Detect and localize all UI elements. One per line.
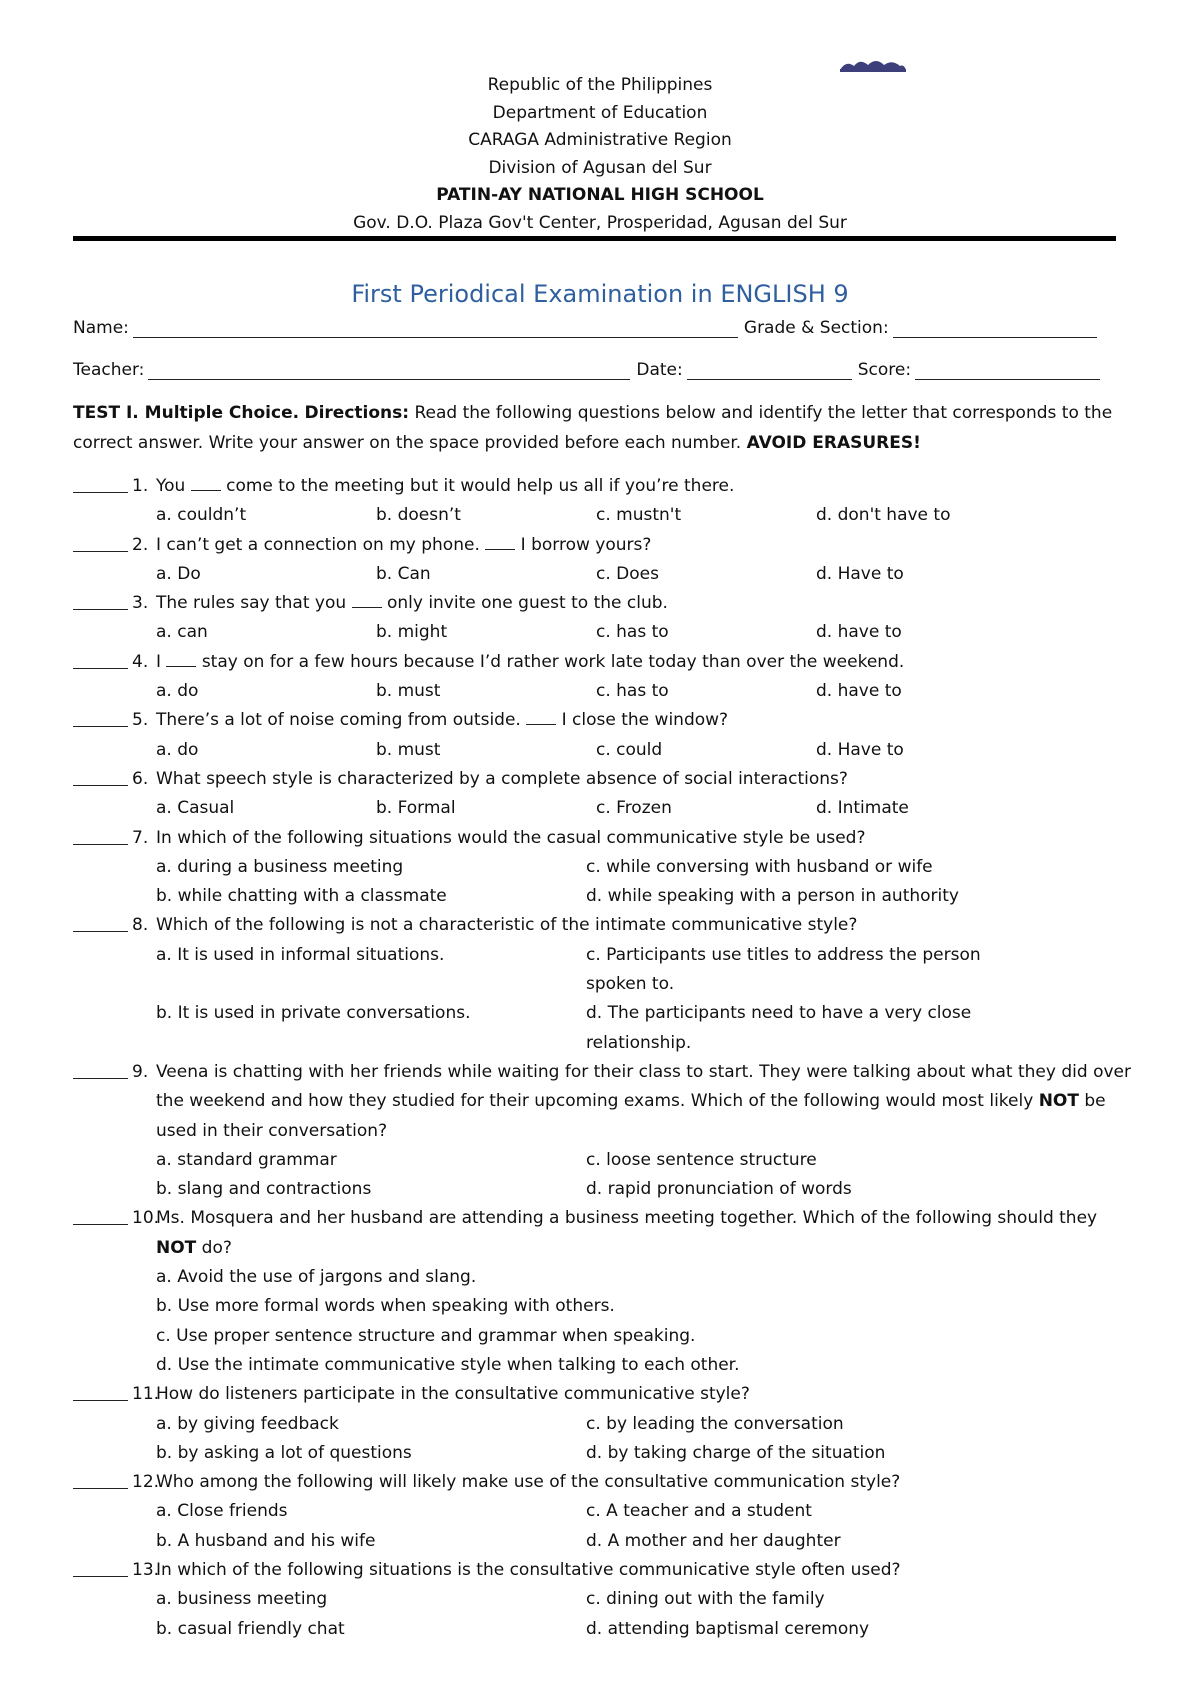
answer-blank[interactable]	[73, 726, 128, 727]
fill-in-blank	[485, 535, 515, 550]
options-row	[156, 1146, 1133, 1175]
test-heading: TEST I. Multiple Choice.	[73, 403, 300, 423]
question-number: 10.	[132, 1208, 160, 1229]
answer-blank[interactable]	[73, 668, 128, 669]
question-stem	[156, 531, 1133, 560]
question-item	[73, 589, 1133, 648]
question-text: I can’t get a connection on my phone.	[156, 534, 486, 555]
question-number: 6.	[132, 768, 149, 789]
answer-option[interactable]: d. have to	[816, 622, 902, 643]
answer-option[interactable]: d. attending baptismal ceremony	[586, 1618, 870, 1639]
date-field[interactable]	[687, 361, 852, 380]
answer-option[interactable]: c. A teacher and a student	[586, 1501, 812, 1522]
question-text: What speech style is characterized by a complete absence of social interactions?	[156, 768, 848, 789]
header-republic: Republic of the Philippines	[487, 75, 713, 95]
options-row	[156, 1615, 1133, 1644]
answer-blank[interactable]	[73, 492, 128, 493]
answer-option[interactable]: d. while speaking with a person in authority	[586, 886, 959, 907]
answer-option[interactable]: a. Do	[156, 563, 201, 584]
answer-blank[interactable]	[73, 1400, 128, 1401]
question-stem	[156, 472, 1133, 501]
options-row	[156, 618, 1133, 647]
question-list	[73, 472, 1133, 1644]
exam-title: First Periodical Examination in ENGLISH 9	[351, 280, 849, 308]
question-number: 3.	[132, 593, 149, 614]
name-grade-row	[73, 318, 1127, 338]
answer-option[interactable]: b. doesn’t	[376, 505, 461, 526]
answer-blank[interactable]	[73, 785, 128, 786]
options-row	[156, 1439, 1133, 1468]
answer-option[interactable]: d. by taking charge of the situation	[586, 1442, 886, 1463]
question-text: I borrow yours?	[515, 534, 652, 555]
question-number: 2.	[132, 534, 149, 555]
question-stem	[156, 589, 1133, 618]
answer-option[interactable]: a. Close friends	[156, 1501, 288, 1522]
answer-option[interactable]: c. Participants use titles to address the person spoken to.	[586, 944, 981, 995]
question-stem	[156, 911, 1133, 940]
answer-option[interactable]: a. during a business meeting	[156, 856, 404, 877]
question-text: You	[156, 476, 191, 496]
answer-option[interactable]: d. The participants need to have a very close relationship.	[586, 1003, 972, 1053]
question-stem	[156, 1058, 1133, 1146]
score-label: Score:	[857, 360, 912, 380]
answer-blank[interactable]	[73, 1488, 128, 1489]
header-divider	[73, 236, 1116, 241]
question-stem	[156, 706, 1133, 735]
question-text: Veena is chatting with her friends while waiting for their class to start. They were talking about what they did over the weekend and how they studied for their upcoming exams. Which of the following would most likely	[156, 1061, 1131, 1112]
options-row	[156, 941, 1133, 1000]
question-number: 9.	[132, 1061, 149, 1082]
question-text: I	[156, 651, 167, 672]
school-header	[0, 72, 1200, 238]
fill-in-blank	[191, 476, 221, 491]
directions-warning: AVOID ERASURES!	[746, 433, 921, 453]
answer-option[interactable]: a. do	[156, 739, 199, 760]
date-label: Date:	[636, 360, 683, 380]
question-number: 7.	[132, 827, 149, 848]
answer-option[interactable]: c. dining out with the family	[586, 1589, 825, 1610]
question-item	[73, 1204, 1133, 1380]
answer-option[interactable]: c. Use proper sentence structure and grammar when speaking.	[156, 1325, 696, 1346]
options-row	[156, 853, 1133, 882]
question-item	[73, 1380, 1133, 1468]
question-number: 8.	[132, 915, 149, 936]
answer-blank[interactable]	[73, 1078, 128, 1079]
answer-option[interactable]: c. by leading the conversation	[586, 1413, 844, 1434]
answer-option[interactable]: a. can	[156, 622, 208, 643]
grade-section-label: Grade & Section:	[743, 318, 889, 338]
options-row	[156, 1263, 1133, 1292]
question-number: 12.	[132, 1472, 160, 1493]
question-item	[73, 1556, 1133, 1644]
question-text: In which of the following situations would the casual communicative style be used?	[156, 827, 866, 848]
answer-blank[interactable]	[73, 1224, 128, 1225]
answer-option[interactable]: a. business meeting	[156, 1589, 328, 1610]
options-row	[156, 501, 1133, 530]
question-stem	[156, 765, 1133, 794]
answer-blank[interactable]	[73, 551, 128, 552]
question-text: Who among the following will likely make use of the consultative communication style?	[156, 1472, 901, 1493]
answer-blank[interactable]	[73, 844, 128, 845]
answer-option[interactable]: a. do	[156, 681, 199, 702]
question-text: Which of the following is not a characteristic of the intimate communicative style?	[156, 915, 858, 936]
answer-option[interactable]: d. Intimate	[816, 798, 909, 819]
answer-option[interactable]: b. Use more formal words when speaking with others.	[156, 1296, 615, 1317]
question-number: 5.	[132, 710, 149, 731]
question-item	[73, 1468, 1133, 1556]
options-row	[156, 999, 1133, 1058]
question-text: The rules say that you	[156, 593, 352, 614]
question-emphasis: NOT	[1038, 1091, 1079, 1112]
grade-section-field[interactable]	[893, 319, 1097, 338]
question-item	[73, 824, 1133, 912]
score-field[interactable]	[915, 361, 1100, 380]
options-row	[156, 677, 1133, 706]
teacher-field[interactable]	[148, 361, 630, 380]
question-stem	[156, 1468, 1133, 1497]
answer-option[interactable]: d. Use the intimate communicative style when talking to each other.	[156, 1354, 740, 1375]
teacher-date-score-row	[73, 360, 1127, 380]
fill-in-blank	[166, 652, 196, 667]
fill-in-blank	[352, 593, 382, 608]
question-text: Ms. Mosquera and her husband are attending a business meeting together. Which of the following should they	[156, 1208, 1098, 1229]
answer-option[interactable]: a. couldn’t	[156, 505, 247, 526]
question-number: 1.	[132, 476, 149, 496]
answer-option[interactable]: d. don't have to	[816, 505, 951, 526]
options-row	[156, 560, 1133, 589]
answer-option[interactable]: b. Formal	[376, 798, 456, 819]
options-row	[156, 1322, 1133, 1351]
question-stem	[156, 1556, 1133, 1585]
question-text: stay on for a few hours because I’d rather work late today than over the weekend.	[196, 651, 905, 672]
question-text: There’s a lot of noise coming from outside.	[156, 710, 527, 731]
answer-option[interactable]: b. while chatting with a classmate	[156, 886, 447, 907]
answer-option[interactable]: b. must	[376, 739, 441, 760]
options-row	[156, 1410, 1133, 1439]
answer-option[interactable]: a. Avoid the use of jargons and slang.	[156, 1267, 477, 1288]
answer-option[interactable]: d. A mother and her daughter	[586, 1530, 841, 1551]
answer-option[interactable]: b. slang and contractions	[156, 1179, 372, 1200]
question-item	[73, 765, 1133, 824]
header-department: Department of Education	[492, 102, 708, 123]
question-text: be used in their conversation?	[156, 1091, 1106, 1141]
answer-option[interactable]: d. rapid pronunciation of words	[586, 1179, 852, 1200]
answer-option[interactable]: c. has to	[596, 681, 669, 702]
answer-option[interactable]: c. while conversing with husband or wife	[586, 856, 933, 877]
answer-option[interactable]: a. standard grammar	[156, 1149, 337, 1170]
header-division: Division of Agusan del Sur	[488, 157, 712, 178]
header-region: CARAGA Administrative Region	[468, 130, 732, 151]
question-stem	[156, 1204, 1133, 1263]
options-row	[156, 882, 1133, 911]
question-number: 11.	[132, 1384, 160, 1405]
options-row	[156, 1175, 1133, 1204]
options-row	[156, 1497, 1133, 1526]
teacher-label: Teacher:	[73, 360, 145, 380]
question-number: 4.	[132, 651, 149, 672]
answer-option[interactable]: c. has to	[596, 622, 669, 643]
answer-option[interactable]: b. A husband and his wife	[156, 1530, 376, 1551]
question-text: In which of the following situations is the consultative communicative style often used?	[156, 1559, 901, 1580]
question-item	[73, 648, 1133, 707]
answer-option[interactable]: b. It is used in private conversations.	[156, 1003, 471, 1024]
options-row	[156, 736, 1133, 765]
question-text: do?	[196, 1237, 232, 1258]
question-text: How do listeners participate in the consultative communicative style?	[156, 1384, 750, 1405]
question-item	[73, 531, 1133, 590]
test-directions	[73, 398, 1133, 458]
header-school-name: PATIN-AY NATIONAL HIGH SCHOOL	[436, 185, 764, 206]
answer-option[interactable]: a. by giving feedback	[156, 1413, 339, 1434]
answer-option[interactable]: a. Casual	[156, 798, 235, 819]
answer-option[interactable]: b. might	[376, 622, 448, 643]
answer-option[interactable]: d. Have to	[816, 563, 904, 584]
question-text: I close the window?	[556, 710, 729, 731]
answer-blank[interactable]	[73, 609, 128, 610]
question-number: 13.	[132, 1559, 160, 1580]
options-row	[156, 794, 1133, 823]
answer-option[interactable]: c. Frozen	[596, 798, 672, 819]
question-text: only invite one guest to the club.	[381, 593, 668, 614]
answer-blank[interactable]	[73, 931, 128, 932]
question-stem	[156, 648, 1133, 677]
options-row	[156, 1292, 1133, 1321]
question-item	[73, 1058, 1133, 1204]
answer-option[interactable]: d. Have to	[816, 739, 904, 760]
directions-text: Read the following questions below and identify the letter that corresponds to the correct answer. Write your answer on the space provided before each number.	[73, 403, 1113, 453]
answer-option[interactable]: c. loose sentence structure	[586, 1149, 817, 1170]
answer-option[interactable]: d. have to	[816, 681, 902, 702]
fill-in-blank	[526, 710, 556, 725]
options-row	[156, 1585, 1133, 1614]
answer-option[interactable]: a. It is used in informal situations.	[156, 944, 445, 965]
directions-label: Directions:	[304, 403, 410, 423]
name-field[interactable]	[133, 319, 738, 338]
answer-option[interactable]: c. mustn't	[596, 505, 682, 526]
answer-option[interactable]: b. casual friendly chat	[156, 1618, 345, 1639]
answer-option[interactable]: b. Can	[376, 563, 431, 584]
answer-option[interactable]: c. Does	[596, 563, 659, 584]
question-text: come to the meeting but it would help us all if you’re there.	[220, 476, 735, 496]
question-stem	[156, 824, 1133, 853]
header-address: Gov. D.O. Plaza Gov't Center, Prosperidad, Agusan del Sur	[353, 212, 847, 233]
answer-blank[interactable]	[73, 1576, 128, 1577]
question-stem	[156, 1380, 1133, 1409]
name-label: Name:	[73, 318, 129, 338]
answer-option[interactable]: b. by asking a lot of questions	[156, 1442, 412, 1463]
answer-option[interactable]: b. must	[376, 681, 441, 702]
options-row	[156, 1351, 1133, 1380]
question-item	[73, 706, 1133, 765]
question-item	[73, 472, 1133, 531]
question-emphasis: NOT	[156, 1237, 197, 1258]
options-row	[156, 1527, 1133, 1556]
answer-option[interactable]: c. could	[596, 739, 663, 760]
question-item	[73, 911, 1133, 1057]
